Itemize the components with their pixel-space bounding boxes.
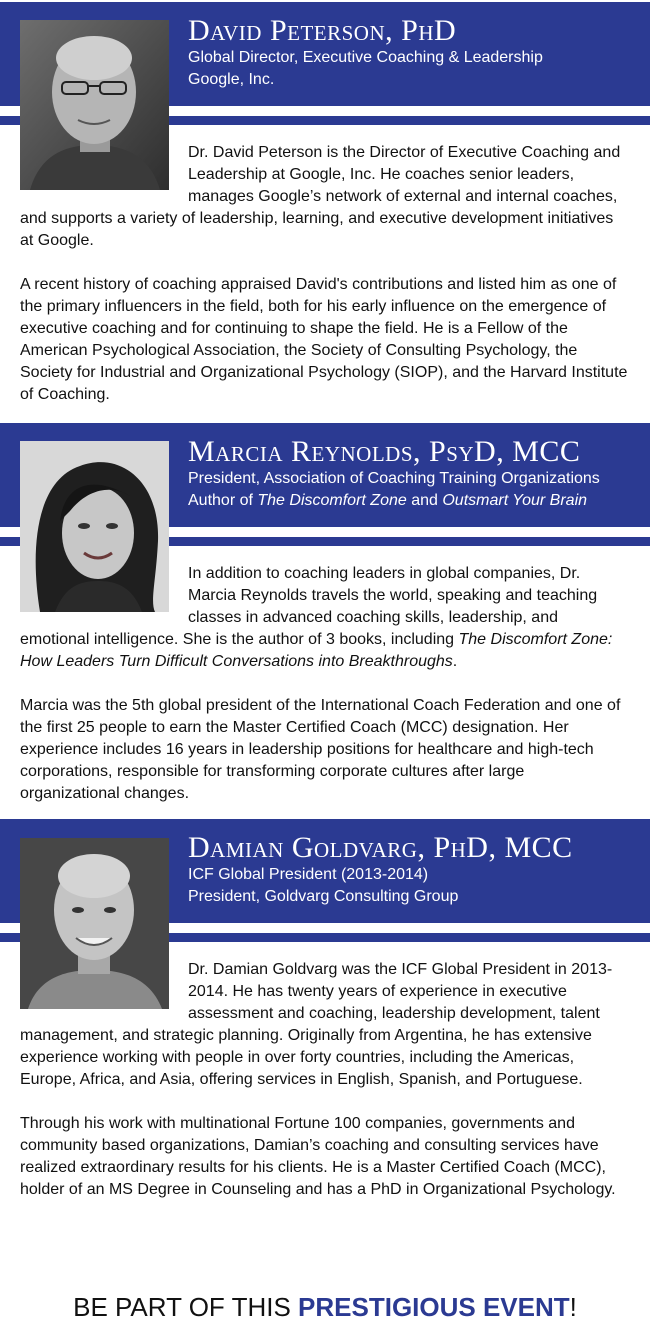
book-title: Outsmart Your Brain <box>442 491 588 509</box>
speaker-role <box>188 468 600 511</box>
book-title: The Discomfort Zone <box>257 491 407 509</box>
call-to-action <box>0 1290 650 1324</box>
role-author-prefix: Author of <box>188 491 258 509</box>
cta-highlight: PRESTIGIOUS EVENT <box>298 1292 570 1322</box>
cta-suffix: ! <box>569 1292 577 1322</box>
speaker-card-david-peterson <box>0 0 650 410</box>
bio-paragraph: A recent history of coaching appraised David's contributions and listed him as one of the primary influencers in the field, both for his early influence on the emergence of executive coaching and for continuing to shape the field. He is a Fellow of the American Psychological Association, the Society of Consulting Psychology, the Society for Industrial and Organizational Psychology (SIOP), and the Harvard Institute of Coaching. <box>20 276 628 403</box>
role-author-and: and <box>406 491 443 509</box>
role-line: President, Association of Coaching Training Organizations <box>188 470 600 487</box>
cta-prefix: BE PART OF THIS <box>73 1292 299 1322</box>
speaker-name: Marcia Reynolds, PsyD, MCC <box>188 435 581 468</box>
role-line: Google, Inc. <box>188 70 275 88</box>
speaker-role <box>188 47 543 90</box>
speaker-card-marcia-reynolds <box>0 421 650 811</box>
speaker-bio <box>20 959 628 1201</box>
role-line: Global Director, Executive Coaching & Leadership <box>188 49 543 66</box>
role-line <box>188 490 600 512</box>
bio-text: . <box>452 653 458 670</box>
bio-paragraph: Through his work with multinational Fortune 100 companies, governments and community based organizations, Damian’s coaching and consulting services have realized extraordinary results for his clients. He is a Master Certified Coach (MCC), holder of an MS Degree in Counseling and has a PhD in Organizational Psychology. <box>20 1115 616 1198</box>
role-line: President, Goldvarg Consulting Group <box>188 887 459 905</box>
speaker-card-damian-goldvarg <box>0 817 650 1257</box>
role-line: ICF Global President (2013-2014) <box>188 866 429 883</box>
book-title: The Discomfort Zone: How Leaders Turn Difficult Conversations into Breakthroughs <box>20 631 613 670</box>
bio-paragraph: Marcia was the 5th global president of the International Coach Federation and one of the first 25 people to earn the Master Certified Coach (MCC) designation. Her experience includes 16 years in leadership positions for healthcare and high-tech corporations, responsible for transforming corporate cultures after large organizational changes. <box>20 697 621 802</box>
speaker-bio <box>20 563 628 805</box>
speaker-role <box>188 864 458 907</box>
speaker-name: Damian Goldvarg, PhD, MCC <box>188 831 573 864</box>
speaker-bio <box>20 142 628 406</box>
bio-text: In addition to coaching leaders in global companies, Dr. Marcia Reynolds travels the world, speaking and teaching classes in advanced coaching skills, leadership, and emotional intelligence. She is the author of 3 books, including <box>20 565 598 648</box>
bio-paragraph: Dr. David Peterson is the Director of Executive Coaching and Leadership at Google, Inc. He coaches senior leaders, manages Google’s network of external and internal coaches, and supports a variety of leadership, learning, and executive development initiatives at Google. <box>20 144 621 249</box>
speaker-name: David Peterson, PhD <box>188 14 457 47</box>
bio-paragraph: Dr. Damian Goldvarg was the ICF Global President in 2013-2014. He has twenty years of experience in executive assessment and coaching, leadership development, talent management, and strategic planning. Originally from Argentina, he has extensive experience working with people in over forty countries, including the Americas, Europe, Africa, and Asia, offering services in English, Spanish, and Portuguese. <box>20 961 613 1088</box>
